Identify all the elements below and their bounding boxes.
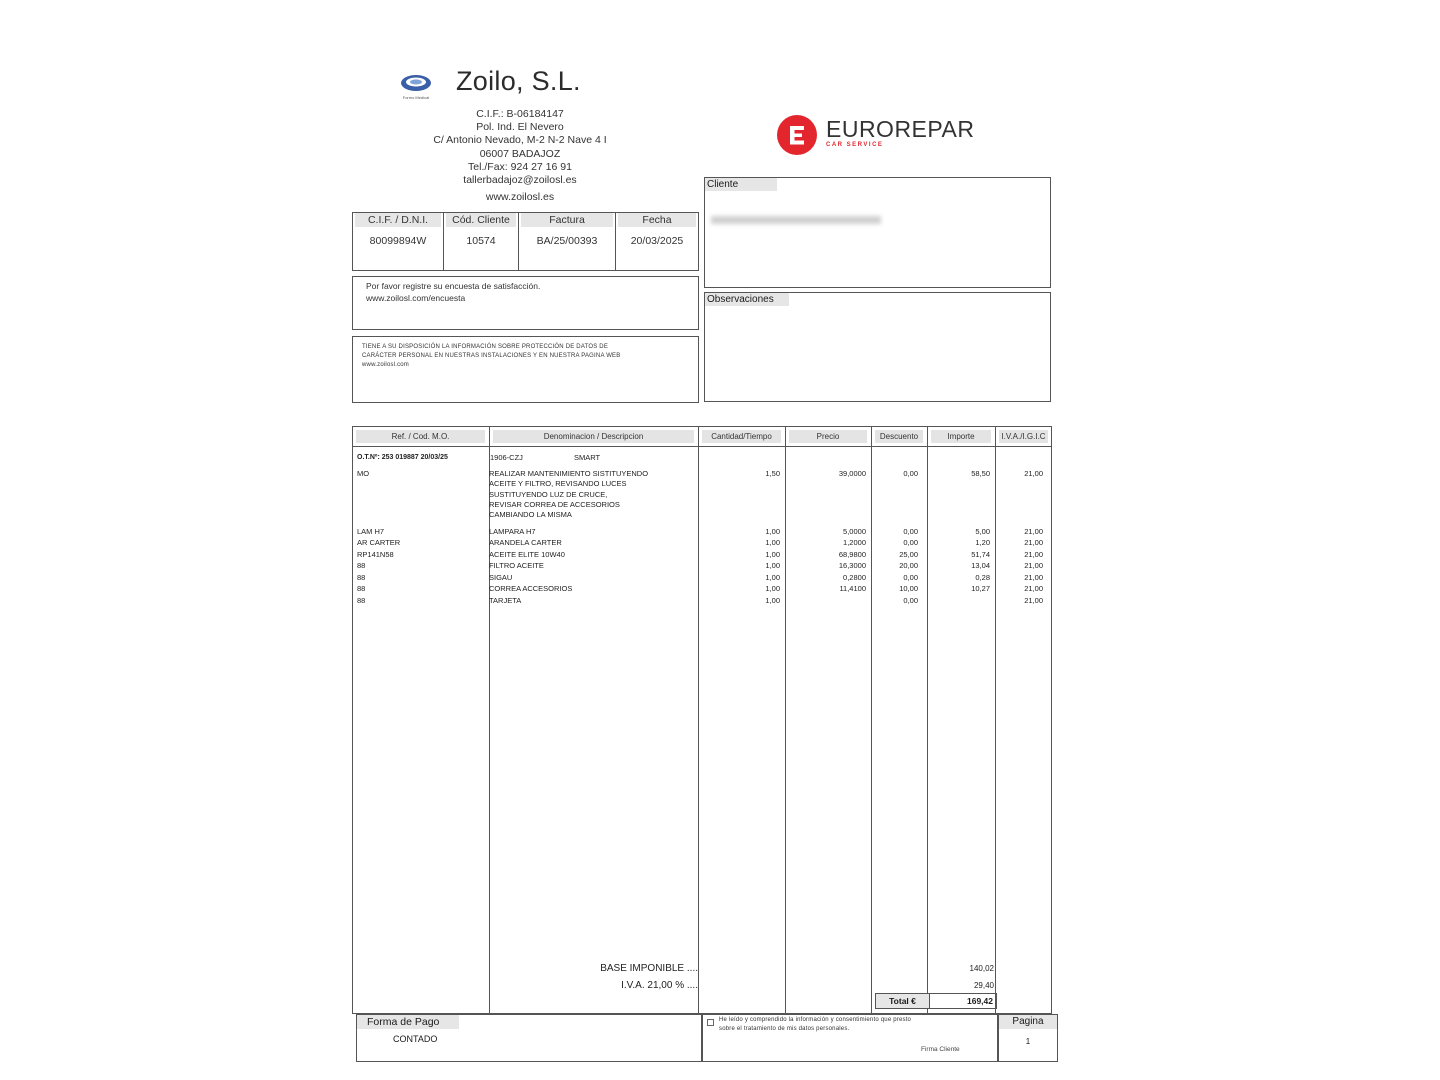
signature-label: Firma Cliente (921, 1046, 960, 1053)
eurorepar-emblem-icon (776, 114, 818, 156)
item-discount: 0,00 (903, 538, 918, 548)
item-price: 16,3000 (838, 561, 866, 571)
col-description: Denominacion / Descripcion (493, 430, 694, 443)
vat-label: I.V.A. 21,00 % .... (621, 980, 698, 991)
survey-link[interactable]: www.zoilosl.com/encuesta (366, 293, 466, 303)
item-vat: 21,00 (1024, 538, 1043, 548)
survey-text: Por favor registre su encuesta de satisfacción. (366, 281, 541, 291)
item-discount: 0,00 (903, 526, 918, 536)
col-price: Precio (789, 430, 867, 443)
item-discount: 0,00 (903, 572, 918, 582)
item-discount: 10,00 (899, 584, 918, 594)
survey-box (352, 276, 699, 330)
company-phone: Tel./Fax: 924 27 16 91 (468, 160, 572, 173)
page-label: Pagina (999, 1015, 1057, 1029)
payment-label: Forma de Pago (357, 1015, 459, 1029)
item-ref: MO (357, 469, 370, 478)
item-price: 5,0000 (843, 526, 866, 536)
total-value: 169,42 (967, 996, 993, 1006)
payment-box (356, 1014, 702, 1062)
item-amount: 51,74 (971, 549, 990, 559)
company-address-1: Pol. Ind. El Nevero (476, 121, 564, 134)
item-vat: 21,00 (1024, 584, 1043, 594)
privacy-box (352, 336, 699, 403)
item-ref: 88 (357, 595, 366, 605)
consent-box (702, 1014, 998, 1062)
item-quantity: 1,00 (765, 584, 780, 594)
item-description-line: SUSTITUYENDO LUZ DE CRUCE, (489, 489, 608, 499)
item-vat: 21,00 (1024, 526, 1043, 536)
item-ref: 88 (357, 572, 366, 582)
item-vat: 21,00 (1024, 595, 1043, 605)
item-ref: LAM H7 (357, 526, 385, 536)
company-email: tallerbadajoz@zoilosl.es (463, 174, 577, 187)
invoice-number-value: BA/25/00393 (536, 235, 598, 247)
item-amount: 13,04 (971, 561, 990, 571)
items-table (352, 426, 1052, 1014)
item-description-line: ACEITE ELITE 10W40 (489, 549, 565, 559)
item-vat: 21,00 (1024, 549, 1043, 559)
company-address-3: 06007 BADAJOZ (479, 147, 561, 160)
item-amount: 1,20 (975, 538, 990, 548)
item-description-line: CORREA ACCESORIOS (489, 584, 573, 594)
item-description-line: TARJETA (489, 595, 522, 605)
company-name: Zoilo, S.L. (456, 66, 581, 96)
cif-value: 80099894W (369, 235, 427, 247)
item-ref: RP141N58 (357, 549, 394, 559)
item-quantity: 1,00 (765, 572, 780, 582)
base-value: 140,02 (969, 964, 994, 973)
invoice-number-header: Factura (521, 213, 613, 227)
invoice-info-box (352, 212, 699, 271)
item-description-line: CAMBIANDO LA MISMA (489, 510, 572, 520)
item-amount: 5,00 (975, 526, 990, 536)
col-amount: Importe (931, 430, 991, 443)
item-price: 68,9800 (838, 549, 866, 559)
item-description-line: ACEITE Y FILTRO, REVISANDO LUCES (489, 479, 627, 489)
col-quantity: Cantidad/Tiempo (702, 430, 781, 443)
consent-line-2: sobre el tratamiento de mis datos personales. (719, 1026, 850, 1032)
item-price: 39,0000 (838, 469, 866, 478)
client-label: Cliente (705, 178, 777, 191)
date-value: 20/03/2025 (630, 235, 684, 247)
privacy-line-1: TIENE A SU DISPOSICIÓN LA INFORMACIÓN SOBRE PROTECCIÓN DE DATOS DE (362, 344, 609, 350)
item-ref: 88 (357, 561, 366, 571)
eurorepar-subtitle: CAR SERVICE (826, 142, 884, 148)
company-address-2: C/ Antonio Nevado, M-2 N-2 Nave 4 I (433, 134, 607, 147)
item-amount: 58,50 (971, 469, 990, 478)
item-vat: 21,00 (1024, 572, 1043, 582)
item-description-line: REALIZAR MANTENIMIENTO SISTITUYENDO (489, 469, 649, 478)
item-vat: 21,00 (1024, 469, 1043, 478)
client-code-header: Cód. Cliente (446, 213, 516, 227)
col-discount: Descuento (875, 430, 923, 443)
order-reference: O.T.Nº: 253 019887 20/03/25 (357, 454, 448, 461)
company-cif: C.I.F.: B-06184147 (476, 108, 564, 120)
company-website: www.zoilosl.es (485, 191, 555, 204)
vat-value: 29,40 (973, 981, 994, 990)
item-amount: 0,28 (975, 572, 990, 582)
page-box (998, 1014, 1058, 1062)
item-description-line: FILTRO ACEITE (489, 561, 544, 571)
page-number: 1 (1025, 1037, 1031, 1046)
item-quantity: 1,00 (765, 526, 780, 536)
company-logo (398, 72, 434, 102)
item-price: 0,2800 (843, 572, 866, 582)
item-quantity: 1,00 (765, 595, 780, 605)
item-discount: 20,00 (899, 561, 918, 571)
eurorepar-logo (776, 112, 996, 158)
item-ref: 88 (357, 584, 366, 594)
client-name-redacted (711, 216, 881, 224)
item-description-line: LAMPARA H7 (489, 526, 536, 536)
client-box (704, 177, 1051, 288)
col-vat: I.V.A./I.G.I.C (999, 430, 1048, 443)
privacy-line-3: www.zoilosl.com (362, 362, 410, 368)
item-discount: 0,00 (903, 469, 918, 478)
item-amount: 10,27 (971, 584, 990, 594)
item-discount: 25,00 (899, 549, 918, 559)
item-price: 11,4100 (839, 584, 866, 594)
vehicle-model: SMART (574, 453, 601, 462)
date-header: Fecha (618, 213, 696, 227)
item-description-line: SIGAU (489, 572, 513, 582)
payment-value: CONTADO (393, 1034, 438, 1044)
item-quantity: 1,50 (765, 469, 780, 478)
cif-header: C.I.F. / D.N.I. (355, 213, 441, 227)
item-quantity: 1,00 (765, 561, 780, 571)
logo-caption: Formo Medical (402, 95, 430, 100)
item-price: 1,2000 (843, 538, 866, 548)
privacy-line-2: CARÁCTER PERSONAL EN NUESTRAS INSTALACIONES Y EN NUESTRA PAGINA WEB (362, 353, 621, 359)
item-ref: AR CARTER (357, 538, 401, 548)
item-quantity: 1,00 (765, 538, 780, 548)
consent-line-1: He leído y comprendido la información y consentimiento que presto (719, 1017, 912, 1023)
observations-label: Observaciones (705, 293, 789, 306)
client-code-value: 10574 (466, 235, 496, 247)
item-vat: 21,00 (1024, 561, 1043, 571)
vehicle-plate: 1906-CZJ (490, 453, 523, 462)
observations-box (704, 292, 1051, 402)
col-ref: Ref. / Cod. M.O. (356, 430, 485, 443)
total-label: Total € (876, 994, 929, 1008)
total-box (875, 993, 997, 1009)
company-details (400, 108, 640, 204)
item-description-line: ARANDELA CARTER (489, 538, 562, 548)
item-quantity: 1,00 (765, 549, 780, 559)
item-description-line: REVISAR CORREA DE ACCESORIOS (489, 500, 620, 510)
consent-checkbox[interactable] (707, 1019, 714, 1026)
item-discount: 0,00 (903, 595, 918, 605)
base-label: BASE IMPONIBLE .... (600, 963, 698, 974)
eurorepar-name: EUROREPAR (826, 116, 975, 142)
